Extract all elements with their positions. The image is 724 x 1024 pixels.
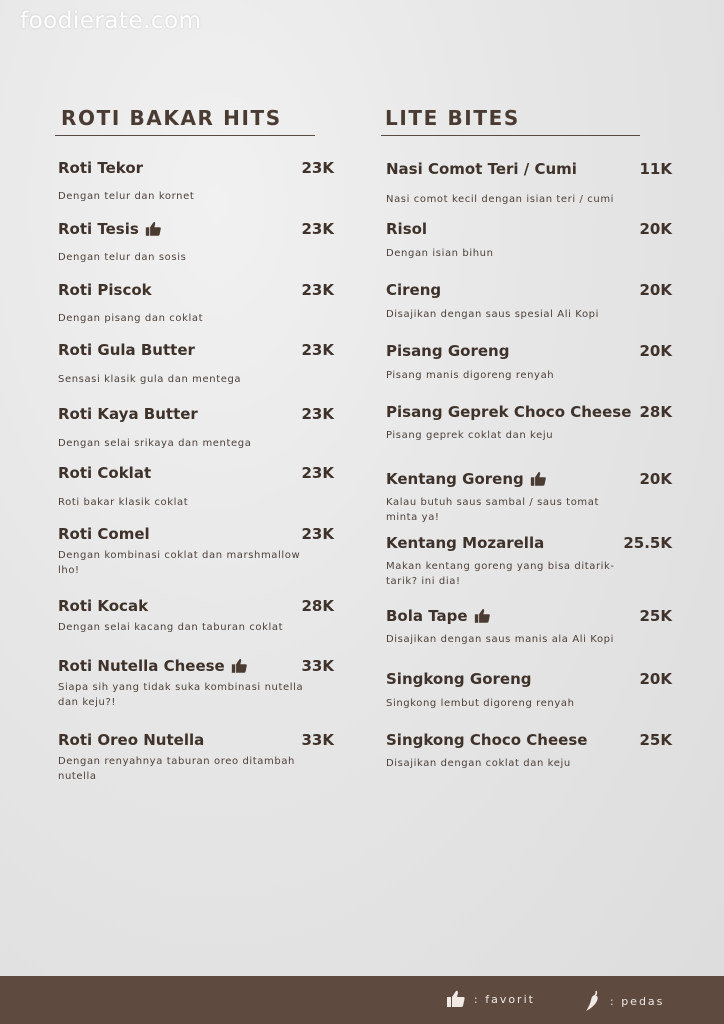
menu-item-name: Risol [386, 220, 428, 238]
menu-item-price: 20K [639, 342, 672, 360]
menu-item-description: Dengan kombinasi coklat dan marshmallow lho! [58, 550, 301, 576]
menu-item-description: Pisang geprek coklat dan keju [386, 430, 554, 441]
menu-item-description: Disajikan dengan coklat dan keju [386, 758, 571, 769]
menu-item-name: Kentang Mozarella [386, 534, 545, 552]
menu-item-name: Roti Oreo Nutella [58, 731, 205, 749]
menu-item-price: 20K [639, 470, 672, 488]
chili-icon [584, 990, 602, 1012]
legend-pedas [584, 990, 664, 1012]
menu-item-name: Roti Kaya Butter [58, 405, 198, 423]
menu-item-name: Pisang Geprek Choco Cheese [386, 403, 632, 421]
watermark: foodierate.com [20, 8, 202, 34]
menu-item-description: Dengan selai kacang dan taburan coklat [58, 622, 284, 633]
legend-favorit [446, 990, 535, 1008]
menu-item-name: Roti Tekor [58, 159, 144, 177]
thumbs-up-icon [530, 471, 547, 487]
menu-item-name: Roti Nutella Cheese [58, 657, 248, 675]
legend-footer [0, 976, 724, 1024]
menu-item-price: 20K [639, 670, 672, 688]
thumbs-up-icon [145, 221, 162, 237]
menu-item-description: Kalau butuh saus sambal / saus tomat minta ya! [386, 497, 600, 523]
menu-item-name: Roti Tesis [58, 220, 162, 238]
menu-item-name: Singkong Choco Cheese [386, 731, 588, 749]
menu-item-description: Dengan renyahnya taburan oreo ditambah nutella [58, 756, 295, 782]
menu-item-price: 25K [639, 731, 672, 749]
menu-item-name: Cireng [386, 281, 442, 299]
menu-item-description: Pisang manis digoreng renyah [386, 370, 555, 381]
menu-item-price: 28K [639, 403, 672, 421]
menu-item-price: 23K [301, 220, 334, 238]
section-divider [55, 135, 315, 136]
menu-item-name: Roti Coklat [58, 464, 152, 482]
menu-item-price: 28K [301, 597, 334, 615]
menu-item-name: Pisang Goreng [386, 342, 510, 360]
legend-pedas-label: : pedas [610, 994, 665, 1008]
menu-item-price: 23K [301, 281, 334, 299]
thumbs-up-icon [231, 658, 248, 674]
section-title-lite-bites: LITE BITES [385, 106, 520, 130]
menu-item-price: 23K [301, 464, 334, 482]
menu-item-description: Singkong lembut digoreng renyah [386, 698, 575, 709]
menu-item-description: Roti bakar klasik coklat [58, 497, 189, 508]
menu-item-description: Dengan telur dan kornet [58, 191, 195, 202]
menu-item-price: 23K [301, 341, 334, 359]
menu-item-price: 25K [639, 607, 672, 625]
menu-item-description: Makan kentang goreng yang bisa ditarik-tarik? ini dia! [386, 561, 615, 587]
thumbs-up-icon [446, 990, 466, 1008]
menu-item-description: Disajikan dengan saus manis ala Ali Kopi [386, 634, 614, 645]
legend-favorit-label: : favorit [474, 992, 535, 1006]
menu-item-name: Roti Gula Butter [58, 341, 195, 359]
thumbs-up-icon [474, 608, 491, 624]
menu-item-name: Nasi Comot Teri / Cumi [386, 160, 577, 178]
menu-item-price: 20K [639, 220, 672, 238]
menu-item-description: Nasi comot kecil dengan isian teri / cumi [386, 194, 615, 205]
menu-item-price: 25.5K [623, 534, 672, 552]
menu-item-description: Dengan pisang dan coklat [58, 313, 204, 324]
menu-item-name: Kentang Goreng [386, 470, 547, 488]
menu-item-description: Siapa sih yang tidak suka kombinasi nutella dan keju?! [58, 682, 304, 708]
menu-item-name: Roti Piscok [58, 281, 152, 299]
menu-item-price: 23K [301, 159, 334, 177]
menu-item-price: 23K [301, 405, 334, 423]
menu-item-name: Roti Kocak [58, 597, 149, 615]
menu-item-name: Bola Tape [386, 607, 491, 625]
menu-item-price: 20K [639, 281, 672, 299]
menu-item-price: 11K [639, 160, 672, 178]
menu-item-price: 33K [301, 731, 334, 749]
section-divider [381, 135, 640, 136]
menu-item-name: Roti Comel [58, 525, 150, 543]
menu-item-description: Disajikan dengan saus spesial Ali Kopi [386, 309, 599, 320]
menu-item-name: Singkong Goreng [386, 670, 532, 688]
section-title-roti-bakar-hits: ROTI BAKAR HITS [61, 106, 282, 130]
menu-item-description: Dengan selai srikaya dan mentega [58, 438, 252, 449]
menu-item-description: Sensasi klasik gula dan mentega [58, 374, 242, 385]
menu-item-description: Dengan telur dan sosis [58, 252, 187, 263]
menu-item-price: 23K [301, 525, 334, 543]
menu-item-price: 33K [301, 657, 334, 675]
menu-item-description: Dengan isian bihun [386, 248, 494, 259]
